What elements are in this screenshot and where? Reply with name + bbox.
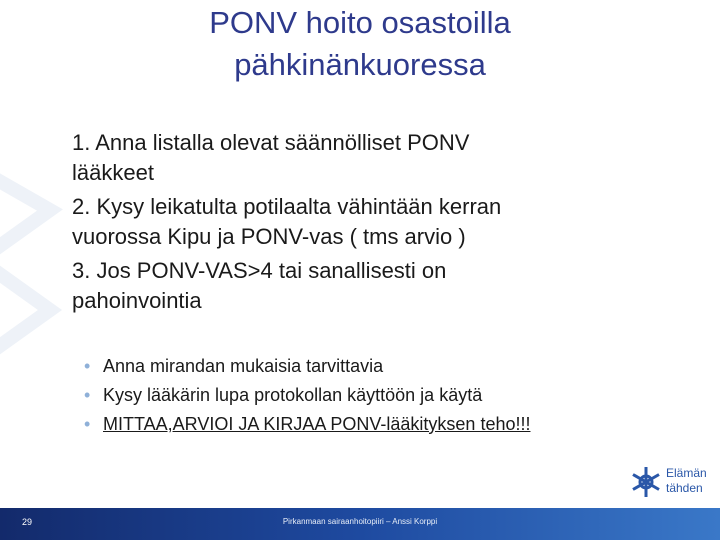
- numbered-item-2-line-2: vuorossa Kipu ja PONV-vas ( tms arvio ): [72, 224, 466, 249]
- bullet-item-3-text: MITTAA,ARVIOI JA KIRJAA PONV-lääkityksen teho!!!: [103, 414, 531, 434]
- bullet-dot: •: [84, 414, 91, 434]
- footer-text: Pirkanmaan sairaanhoitopiiri – Anssi Korppi: [282, 517, 438, 526]
- numbered-item-3-line-2: pahoinvointia: [72, 288, 202, 313]
- bullet-item-1-text: Anna mirandan mukaisia tarvittavia: [103, 356, 384, 376]
- footer-bar: [0, 508, 720, 540]
- numbered-item-1: [72, 128, 672, 188]
- bullet-item-2: [84, 381, 704, 410]
- bullet-item-3: [84, 410, 704, 439]
- page-number: 29: [22, 517, 33, 527]
- numbered-item-1-line-1: 1. Anna listalla olevat säännölliset PONV: [72, 130, 470, 155]
- elaman-tahden-logo: [628, 458, 716, 508]
- bullet-dot: •: [84, 356, 91, 376]
- numbered-item-3-line-1: 3. Jos PONV-VAS>4 tai sanallisesti on: [72, 258, 447, 283]
- star-of-life-icon: [628, 464, 664, 500]
- bullet-dot: •: [84, 385, 91, 405]
- logo-line-1: Elämän: [666, 466, 707, 480]
- bullet-list: [84, 352, 704, 439]
- logo-text: [666, 466, 707, 496]
- logo-line-2: tähden: [666, 481, 703, 495]
- bullet-item-2-text: Kysy lääkärin lupa protokollan käyttöön ja käytä: [103, 385, 483, 405]
- numbered-item-3: [72, 256, 672, 316]
- numbered-item-2-line-1: 2. Kysy leikatulta potilaalta vähintään kerran: [72, 194, 502, 219]
- title-line-2: pähkinänkuoressa: [234, 47, 486, 82]
- slide-title: [80, 2, 640, 86]
- numbered-item-2: [72, 192, 672, 252]
- numbered-list: [72, 128, 672, 320]
- numbered-item-1-line-2: lääkkeet: [72, 160, 154, 185]
- bullet-item-1: [84, 352, 704, 381]
- title-line-1: PONV hoito osastoilla: [209, 5, 511, 40]
